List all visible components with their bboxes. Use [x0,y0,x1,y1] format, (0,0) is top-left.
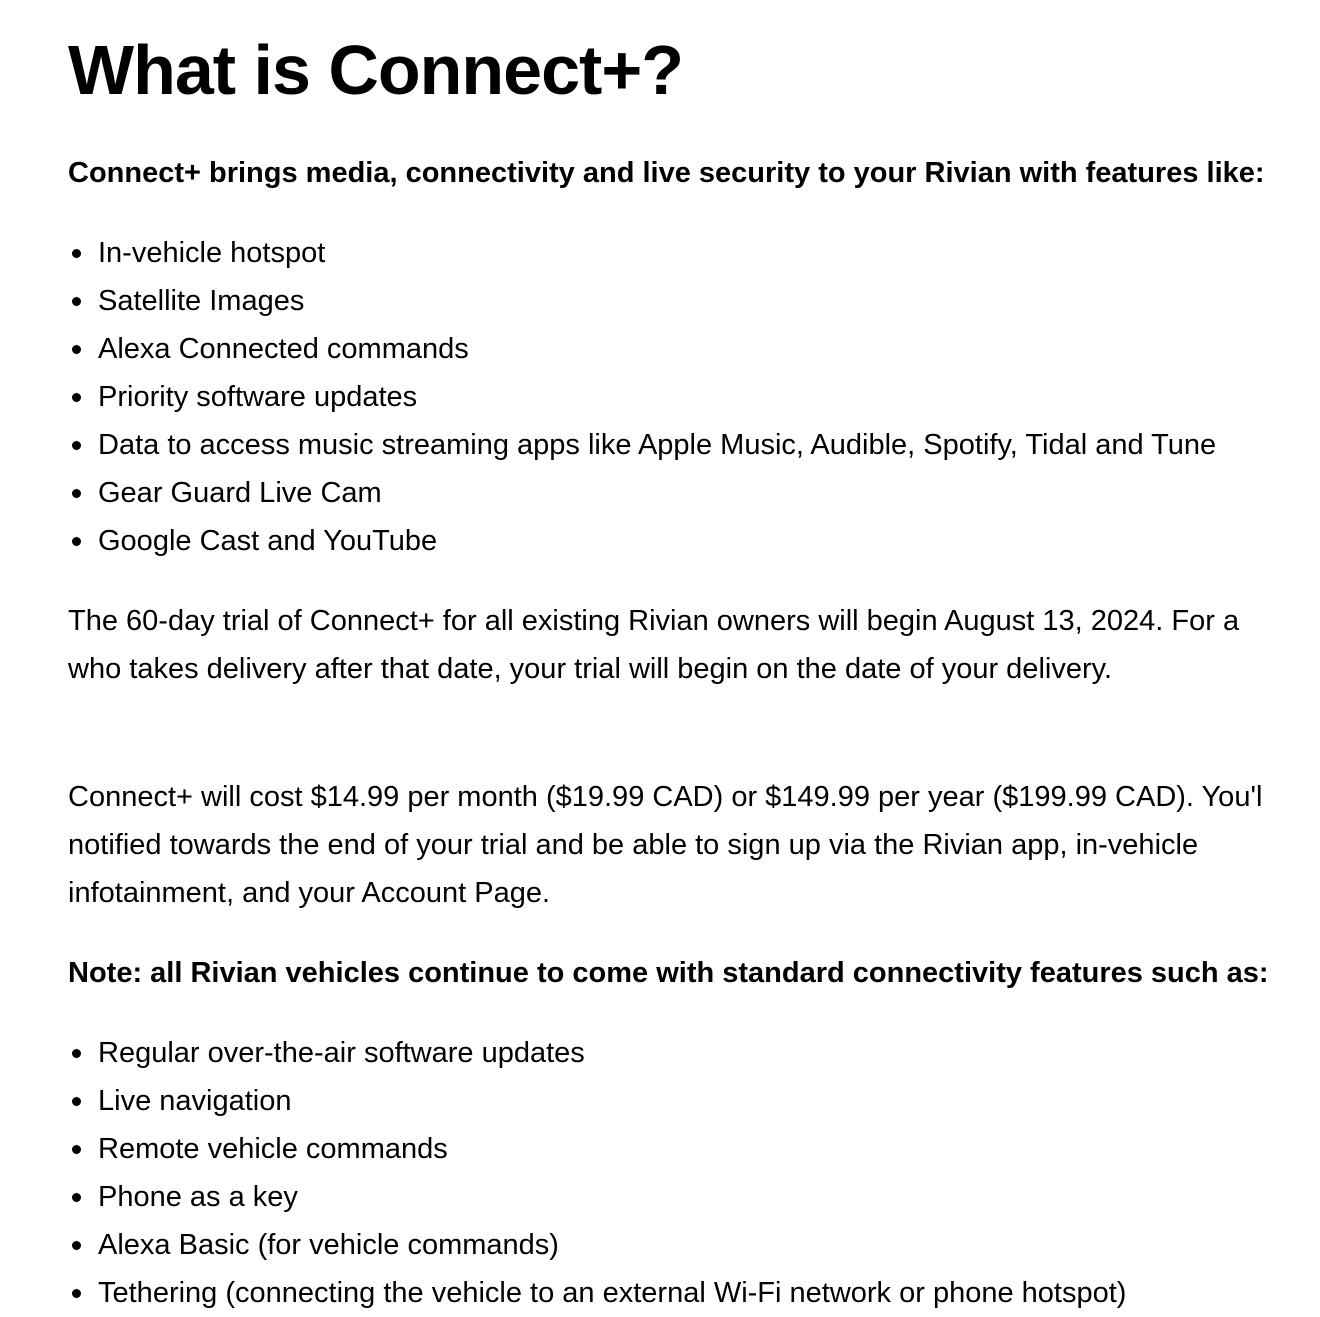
feature-label: Alexa Connected commands [98,333,469,365]
list-item [68,421,1216,469]
bullet-icon [72,249,81,258]
connect-plus-feature-list [68,229,1216,565]
standard-feature-label: Tethering (connecting the vehicle to an external Wi-Fi network or phone hotspot) [98,1277,1127,1309]
bullet-icon [72,393,81,402]
bullet-icon [72,345,81,354]
trial-line-2: who takes delivery after that date, your trial will begin on the date of your delivery. [68,653,1113,685]
list-item [68,325,1216,373]
bullet-icon [72,1097,81,1106]
page-title: What is Connect+? [68,31,683,109]
list-item [68,1029,1126,1077]
feature-label: Priority software updates [98,381,418,413]
list-item [68,1221,1126,1269]
pricing-line-2: notified towards the end of your trial and be able to sign up via the Rivian app, in-vehicle [68,829,1199,861]
list-item [68,1125,1126,1173]
list-item [68,1269,1126,1317]
note-heading: Note: all Rivian vehicles continue to come with standard connectivity features such as: [68,957,1269,989]
trial-paragraph [68,597,1320,693]
bullet-icon [72,441,81,450]
list-item [68,1077,1126,1125]
list-item [68,469,1216,517]
feature-label: Gear Guard Live Cam [98,477,382,509]
list-item [68,373,1216,421]
bullet-icon [72,1145,81,1154]
standard-feature-label: Alexa Basic (for vehicle commands) [98,1229,559,1261]
trial-line-1: The 60-day trial of Connect+ for all existing Rivian owners will begin August 13, 2024. For a [68,605,1240,637]
bullet-icon [72,1289,81,1298]
list-item [68,517,1216,565]
bullet-icon [72,1049,81,1058]
list-item [68,277,1216,325]
list-item [68,229,1216,277]
standard-feature-list [68,1029,1126,1317]
feature-label: Satellite Images [98,285,305,317]
standard-feature-label: Live navigation [98,1085,292,1117]
bullet-icon [72,489,81,498]
bullet-icon [72,1241,81,1250]
standard-feature-label: Remote vehicle commands [98,1133,448,1165]
bullet-icon [72,537,81,546]
pricing-line-3: infotainment, and your Account Page. [68,877,551,909]
pricing-paragraph [68,773,1320,917]
standard-feature-label: Phone as a key [98,1181,298,1213]
feature-label: Data to access music streaming apps like Apple Music, Audible, Spotify, Tidal and Tune [98,429,1217,461]
standard-feature-label: Regular over-the-air software updates [98,1037,585,1069]
bullet-icon [72,1193,81,1202]
intro-heading: Connect+ brings media, connectivity and live security to your Rivian with features like: [68,157,1265,189]
feature-label: Google Cast and YouTube [98,525,438,557]
bullet-icon [72,297,81,306]
list-item [68,1173,1126,1221]
feature-label: In-vehicle hotspot [98,237,326,269]
pricing-line-1: Connect+ will cost $14.99 per month ($19.99 CAD) or $149.99 per year ($199.99 CAD). You'l [68,781,1263,813]
